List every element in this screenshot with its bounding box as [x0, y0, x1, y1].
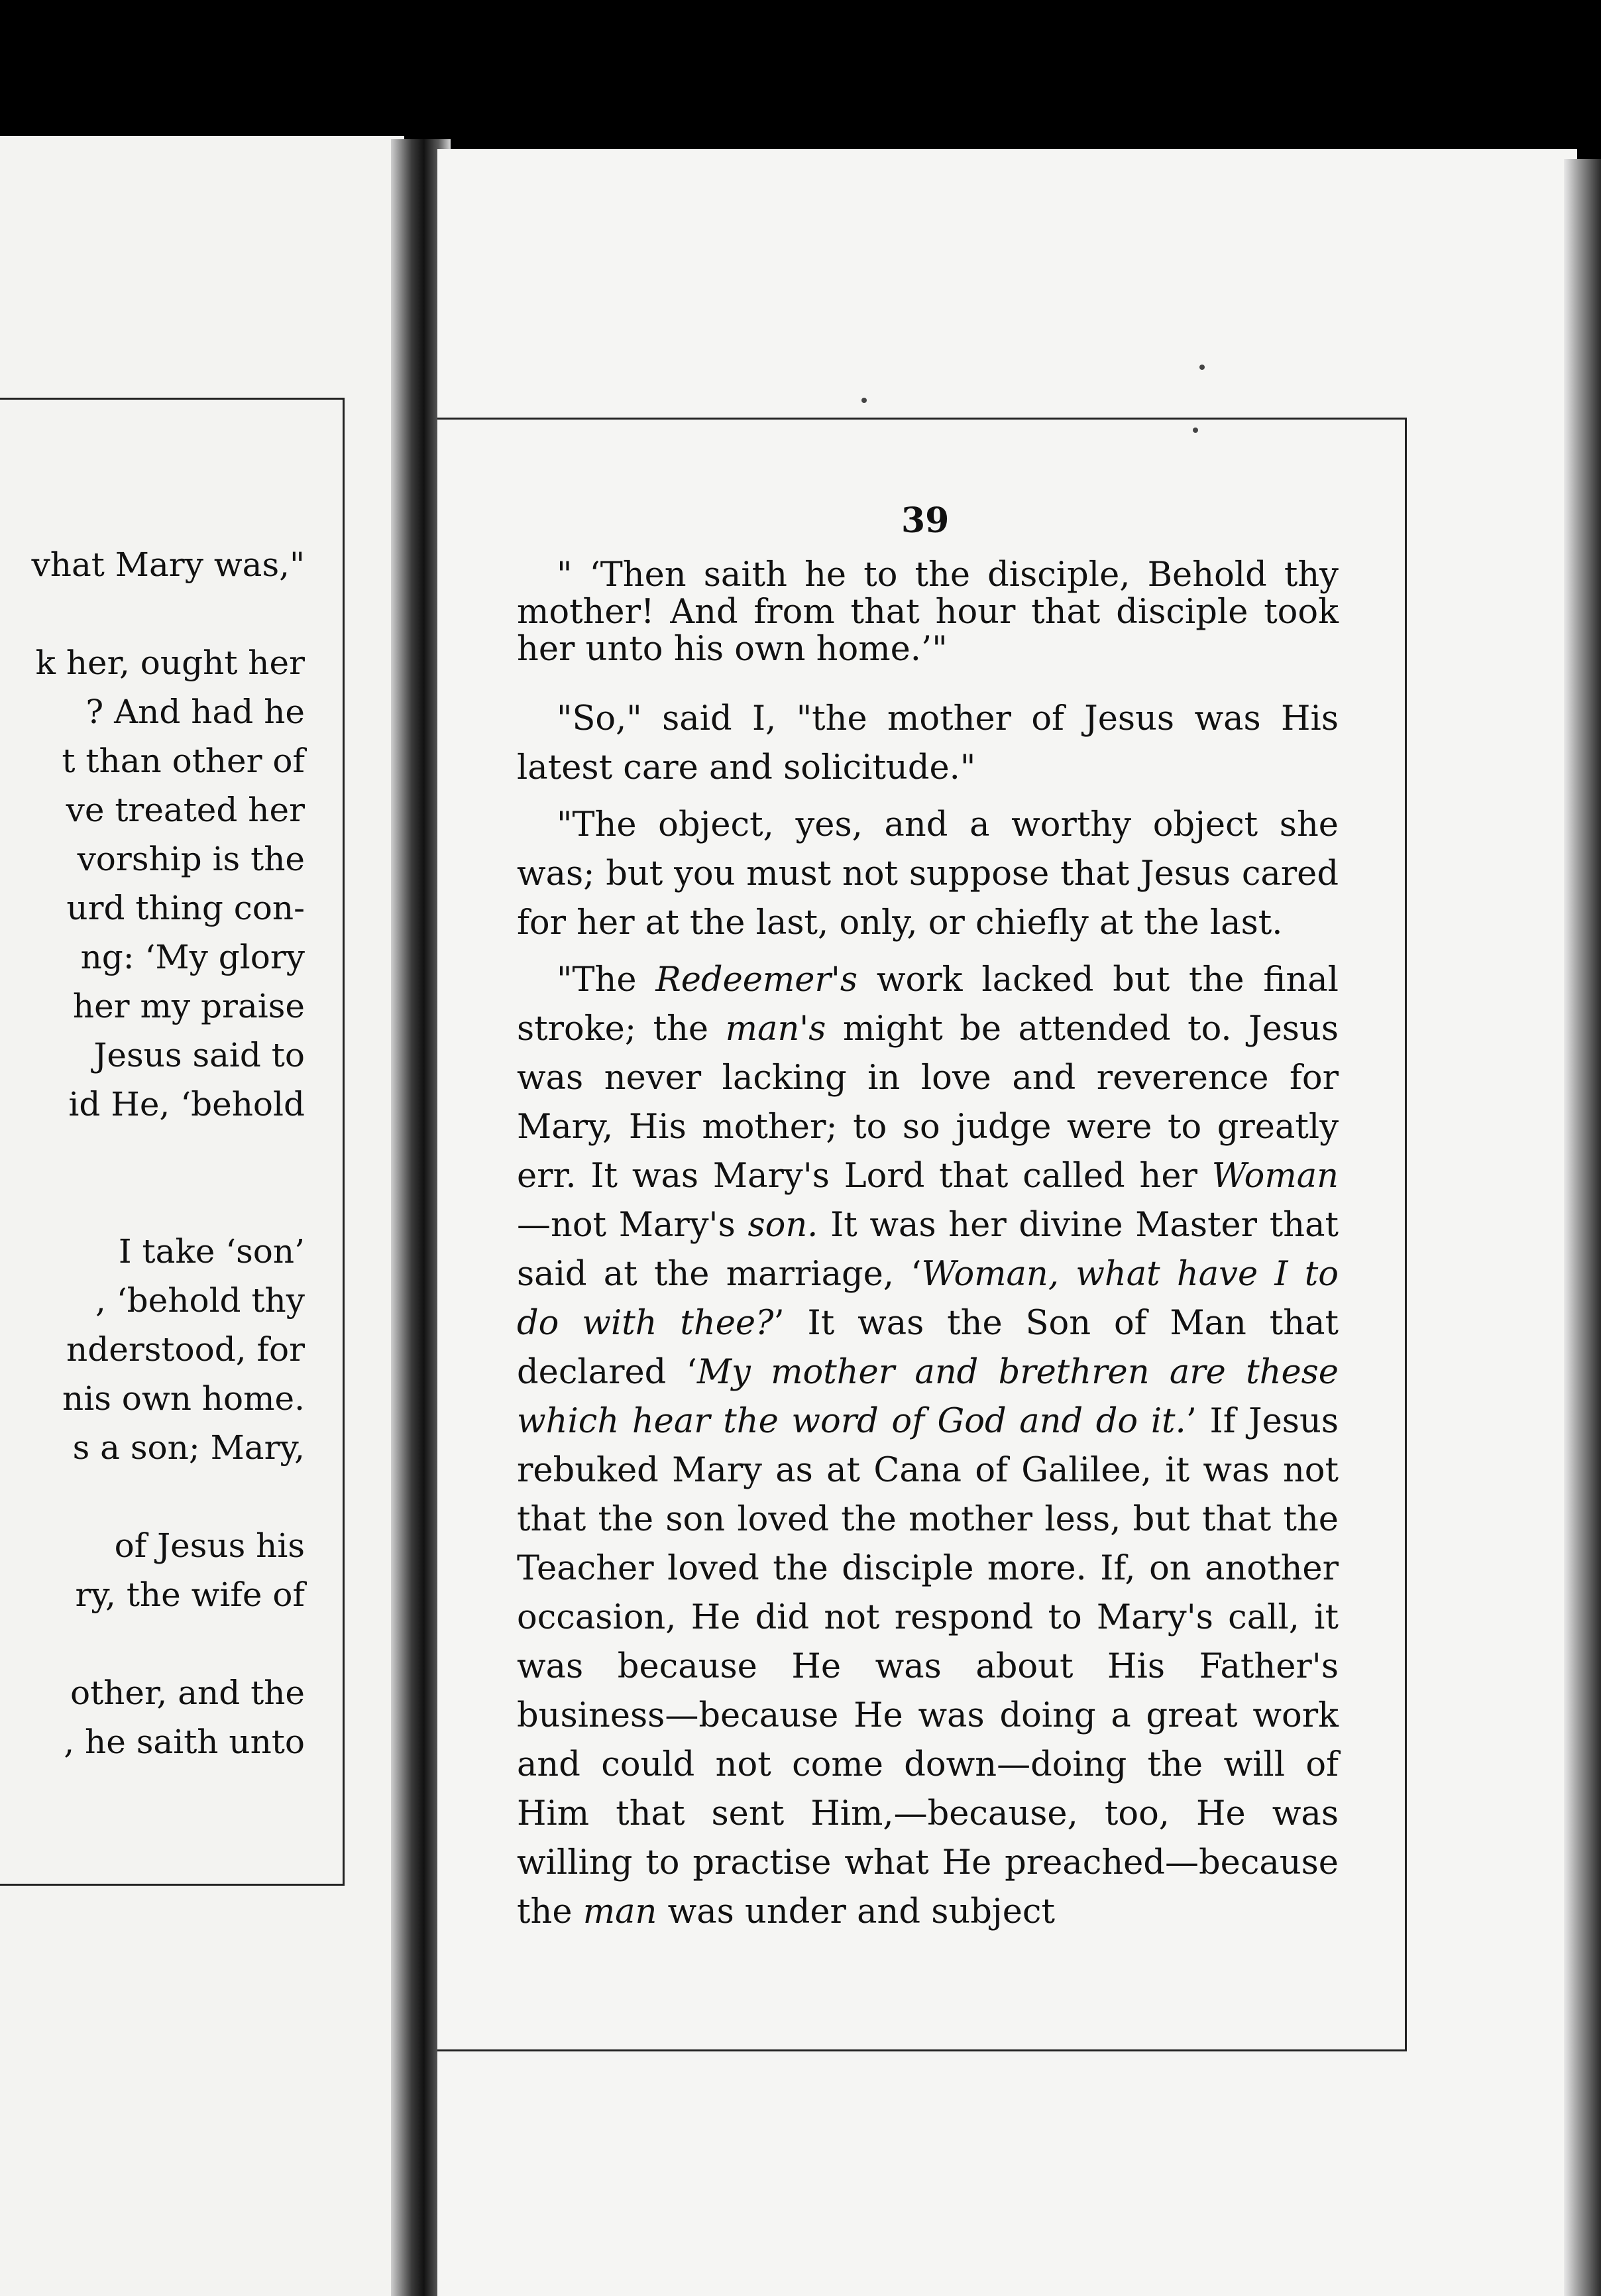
- left-page-line: [0, 1619, 305, 1668]
- left-page-line: [0, 1472, 305, 1521]
- left-page-line: nderstood, for: [66, 1330, 305, 1369]
- italic-text: son.: [747, 1206, 818, 1245]
- left-page-line: her my praise: [72, 987, 305, 1025]
- left-page-line: , ‘behold thy: [95, 1281, 305, 1320]
- left-page-line: I take ‘son’: [118, 1232, 305, 1271]
- left-page-line: t than other of: [62, 742, 305, 780]
- page-edge: [1564, 159, 1601, 2296]
- body-text: —not Mary's: [517, 1206, 748, 1245]
- paper-speck: [861, 398, 867, 403]
- left-page-line: nis own home.: [62, 1379, 305, 1418]
- body-text: " ‘Then saith he to the disciple, Behold thy mother! And from that hour that disciple took her unto his own home.’": [517, 555, 1339, 669]
- body-text: "The object, yes, and a worthy object she was; but you must not suppose that Jesus cared for her at the last, only, or chiefly at the last.: [517, 805, 1339, 943]
- body-paragraph: [517, 956, 1339, 1937]
- left-page-line: , he saith unto: [64, 1723, 305, 1761]
- left-page-line: Jesus said to: [93, 1036, 305, 1074]
- left-page-line: [0, 1129, 305, 1178]
- left-page: [0, 136, 404, 2296]
- body-text: ’ If Jesus rebuked Mary as at Cana of Galilee, it was not that the son loved the mother less, but that the Teacher loved the disciple more. If, on another occasion, He did not respond to Mary's call, it was because He was about His Father's business—because He was doing a great work and could not come down—doing the will of Him that sent Him,—because, too, He was willing to practise what He preached—because the: [517, 1402, 1339, 1931]
- left-page-line: ? And had he: [85, 693, 305, 731]
- body-paragraph: [517, 557, 1339, 668]
- left-page-line: ng: ‘My glory: [80, 938, 305, 976]
- body-text: work lacked but the final stroke; the: [517, 960, 1339, 1049]
- italic-text: Woman: [1211, 1157, 1339, 1196]
- italic-text: My mother and brethren are these which hear the word of God and do it.: [517, 1353, 1339, 1441]
- left-page-text: [0, 540, 305, 1766]
- left-page-line: urd thing con-: [66, 889, 305, 927]
- left-page-line: vhat Mary was,": [31, 545, 305, 584]
- italic-text: man's: [725, 1009, 826, 1049]
- body-paragraph: [517, 695, 1339, 793]
- page-number: 39: [901, 500, 950, 541]
- left-page-line: other, and the: [70, 1674, 305, 1712]
- body-paragraph: [517, 801, 1339, 948]
- right-page: [437, 149, 1577, 2296]
- body-text: was under and subject: [657, 1892, 1055, 1931]
- italic-text: Woman, what have I to do with thee?: [517, 1255, 1339, 1343]
- italic-text: man: [582, 1892, 657, 1931]
- left-page-line: of Jesus his: [114, 1526, 305, 1565]
- left-page-line: id He, ‘behold: [68, 1085, 305, 1123]
- left-page-line: [0, 589, 305, 638]
- left-page-line: k her, ought her: [35, 644, 305, 682]
- italic-text: Redeemer's: [655, 960, 858, 1000]
- body-text: "So," said I, "the mother of Jesus was His latest care and solicitude.": [517, 699, 1339, 787]
- right-page-text: [517, 557, 1339, 1945]
- body-text: It was her divine Master that said at the marriage, ‘: [517, 1206, 1339, 1294]
- left-page-line: [0, 1178, 305, 1227]
- body-text: "The: [557, 960, 656, 1000]
- left-page-line: vorship is the: [77, 840, 305, 878]
- left-page-line: ve treated her: [66, 791, 305, 829]
- paper-speck: [1199, 365, 1205, 370]
- paper-speck: [1193, 428, 1198, 433]
- body-text: might be attended to. Jesus was never lacking in love and reverence for Mary, His mother; to so judge were to greatly err. It was Mary's Lord that called her: [517, 1009, 1339, 1196]
- left-page-line: s a son; Mary,: [72, 1428, 305, 1467]
- left-page-line: ry, the wife of: [75, 1576, 305, 1614]
- body-text: ’ It was the Son of Man that declared ‘: [517, 1304, 1339, 1392]
